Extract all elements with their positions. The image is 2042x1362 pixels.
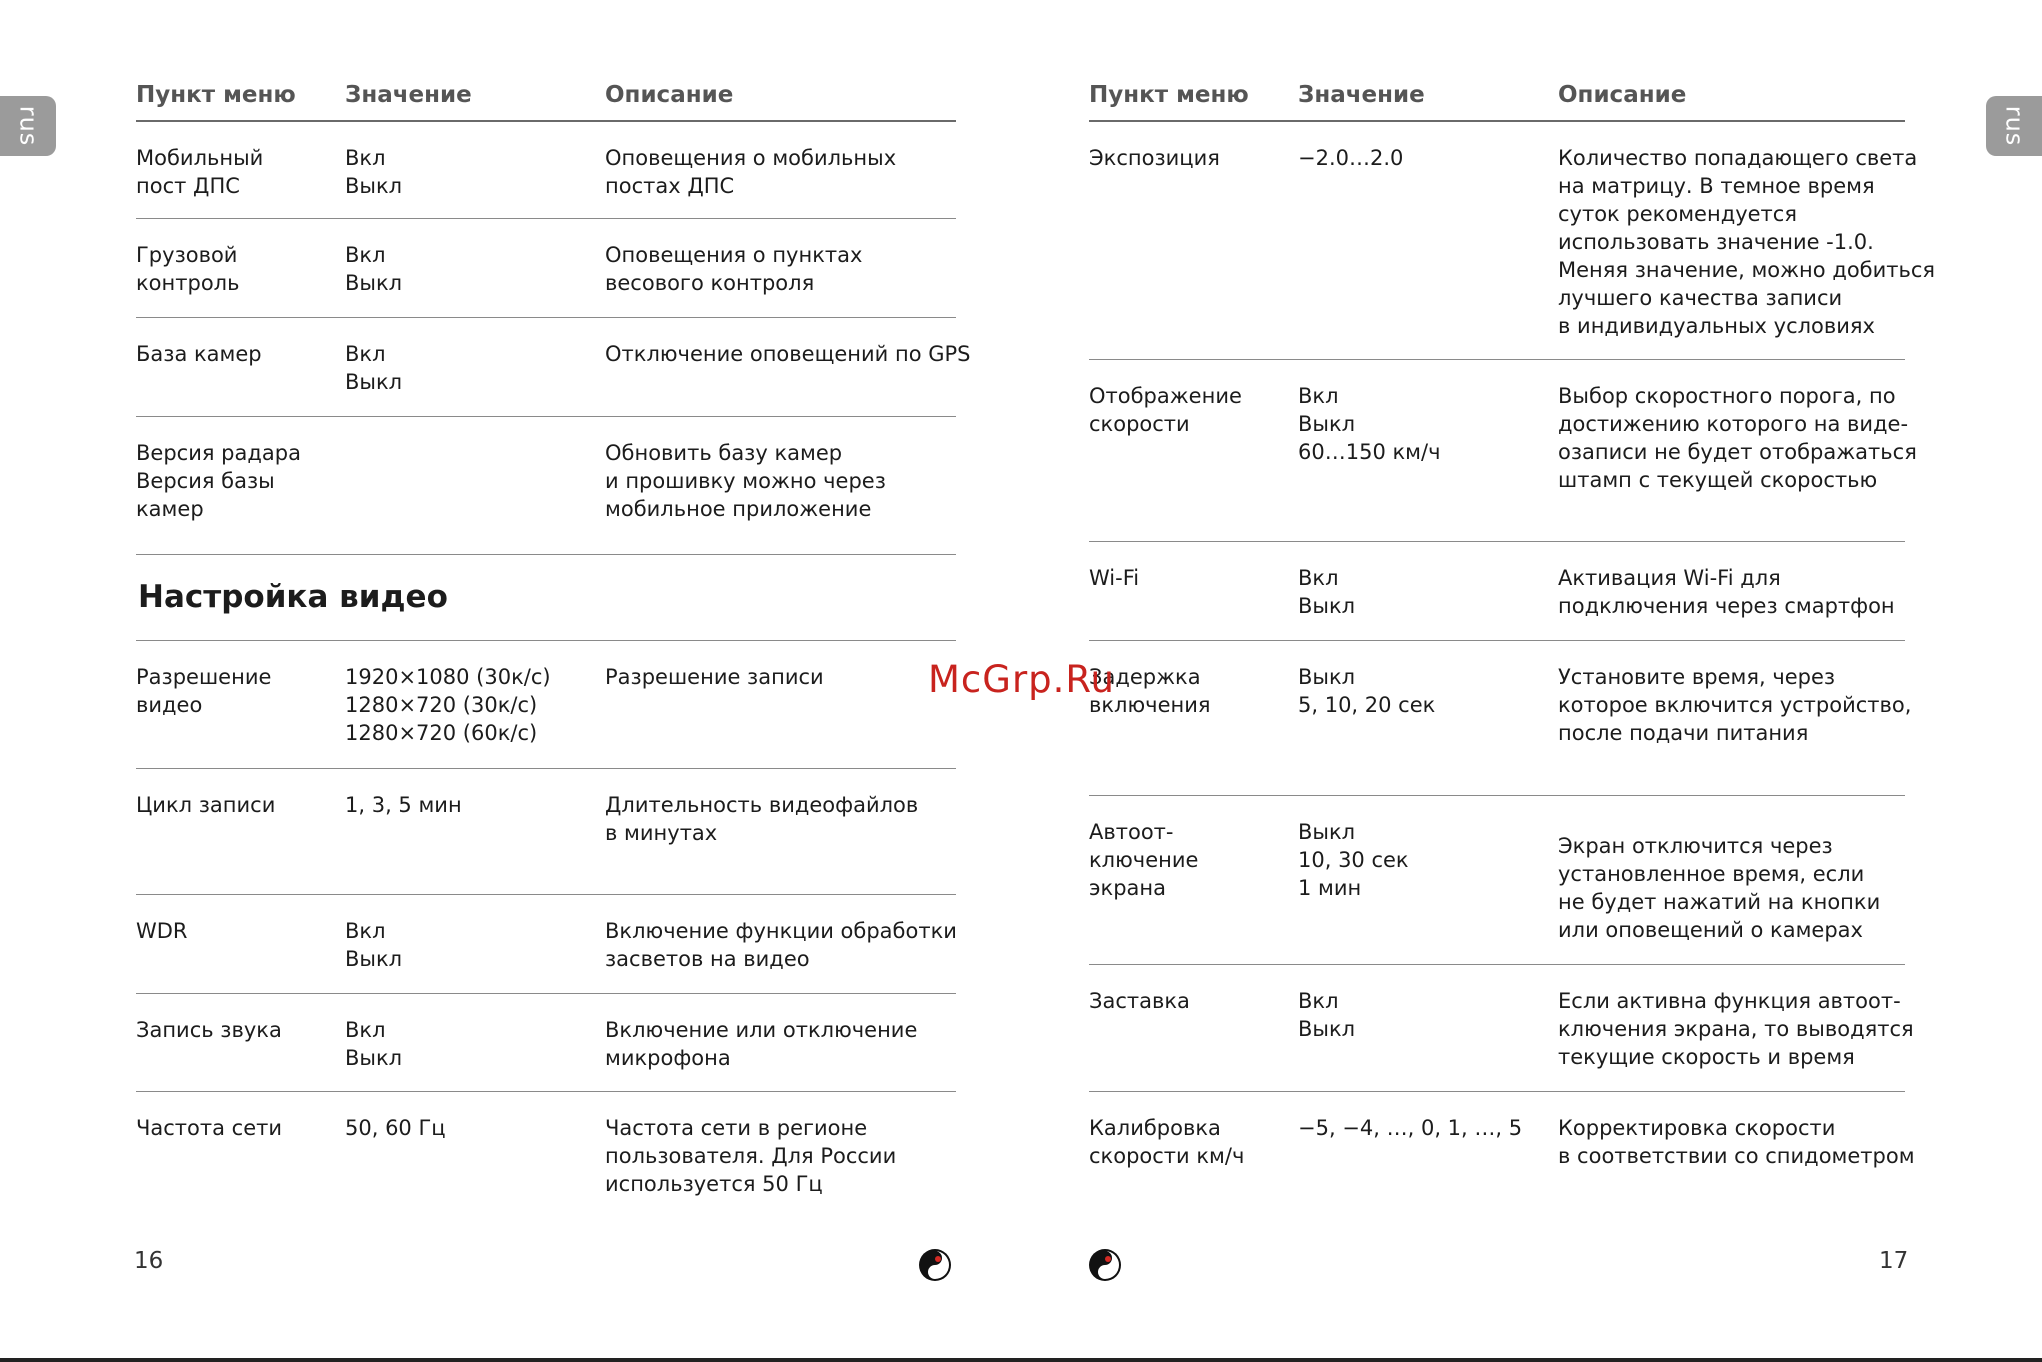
table-row xyxy=(136,318,971,417)
row-item: Цикл записи xyxy=(136,793,276,817)
row-description: Оповещения о пунктах весового контроля xyxy=(605,243,863,295)
row-description: Корректировка скорости в соответствии со спидометром xyxy=(1558,1116,1915,1168)
table-row xyxy=(136,417,956,555)
row-item: Wi-Fi xyxy=(1089,566,1140,590)
row-value: 1, 3, 5 мин xyxy=(345,793,462,817)
page-number-left: 16 xyxy=(134,1248,164,1274)
table-row xyxy=(1089,965,1914,1092)
page-number-right: 17 xyxy=(1879,1248,1909,1274)
row-value: Выкл 10, 30 сек 1 мин xyxy=(1298,820,1409,900)
table-row xyxy=(1089,1092,1915,1182)
header-item: Пункт меню xyxy=(136,82,296,108)
row-description: Оповещения о мобильных постах ДПС xyxy=(605,146,897,198)
row-value: Вкл Выкл 60…150 км/ч xyxy=(1298,384,1441,464)
row-description: Экран отключится через установленное время, если не будет нажатий на кнопки или оповещений о камерах xyxy=(1558,834,1881,942)
language-tab-left: rus xyxy=(0,96,56,156)
right-page xyxy=(1089,80,1936,1182)
brand-logo-icon xyxy=(918,1248,952,1282)
row-description: Активация Wi-Fi для подключения через смартфон xyxy=(1558,566,1895,618)
section-title: Настройка видео xyxy=(136,555,956,641)
row-value: Вкл Выкл xyxy=(345,1018,403,1070)
row-description: Количество попадающего света на матрицу. В темное время суток рекомендуется использовать значение -1.0. Меняя значение, можно добиться лучшего качества записи в индивидуальных условиях xyxy=(1558,146,1936,338)
row-item: Запись звука xyxy=(136,1018,282,1042)
table-row xyxy=(136,122,956,219)
row-item: Мобильный пост ДПС xyxy=(136,146,264,198)
row-value: Вкл Выкл xyxy=(345,919,403,971)
row-description: Выбор скоростного порога, по достижению которого на виде- озаписи не будет отображаться штамп с текущей скоростью xyxy=(1558,384,1917,492)
row-value: 1920×1080 (30к/с) 1280×720 (30к/с) 1280×720 (60к/с) xyxy=(345,665,551,745)
row-value: Вкл Выкл xyxy=(1298,566,1356,618)
row-description: Частота сети в регионе пользователя. Для России используется 50 Гц xyxy=(605,1116,897,1196)
table-row xyxy=(136,641,956,769)
row-value: −2.0…2.0 xyxy=(1298,146,1404,170)
table-row xyxy=(136,1092,956,1202)
header-description: Описание xyxy=(1558,82,1687,108)
row-item: Частота сети xyxy=(136,1116,283,1140)
language-tab-right: rus xyxy=(1986,96,2042,156)
row-item: Разрешение видео xyxy=(136,665,272,717)
row-item: Грузовой контроль xyxy=(136,243,240,295)
table-row xyxy=(136,994,956,1092)
table-row xyxy=(1089,122,1936,360)
row-item: Калибровка скорости км/ч xyxy=(1089,1116,1245,1168)
row-value: Вкл Выкл xyxy=(345,146,403,198)
header-item: Пункт меню xyxy=(1089,82,1249,108)
brand-logo-icon xyxy=(1088,1248,1122,1282)
header-description: Описание xyxy=(605,82,734,108)
row-description: Установите время, через которое включится устройство, после подачи питания xyxy=(1558,665,1912,745)
watermark: McGrp.Ru xyxy=(928,658,1115,701)
row-description: Включение функции обработки засветов на видео xyxy=(605,919,957,971)
row-item: Задержка включения xyxy=(1089,665,1211,717)
row-item: WDR xyxy=(136,919,188,943)
row-item: База камер xyxy=(136,342,262,366)
row-value: Выкл 5, 10, 20 сек xyxy=(1298,665,1436,717)
row-description: Включение или отключение микрофона xyxy=(605,1018,918,1070)
row-value: Вкл Выкл xyxy=(345,243,403,295)
row-description: Обновить базу камер и прошивку можно через мобильное приложение xyxy=(605,441,886,521)
row-item: Автоот- ключение экрана xyxy=(1089,820,1199,900)
table-row xyxy=(1089,360,1917,542)
row-value: Вкл Выкл xyxy=(1298,989,1356,1041)
row-description: Длительность видеофайлов в минутах xyxy=(605,793,919,845)
row-item: Версия радара Версия базы камер xyxy=(136,441,301,521)
row-description: Если активна функция автоот- ключения экрана, то выводятся текущие скорость и время xyxy=(1558,989,1914,1069)
row-item: Экспозиция xyxy=(1089,146,1220,170)
table-row xyxy=(136,219,956,318)
row-description: Отключение оповещений по GPS xyxy=(605,342,971,366)
row-value: 50, 60 Гц xyxy=(345,1116,446,1140)
bottom-divider xyxy=(0,1358,2042,1362)
left-page xyxy=(136,80,971,1202)
table-row xyxy=(136,769,956,895)
table-row xyxy=(1089,796,1905,965)
row-item: Отображение скорости xyxy=(1089,384,1242,436)
row-description: Разрешение записи xyxy=(605,665,824,689)
header-value: Значение xyxy=(1298,82,1425,108)
table-header xyxy=(136,80,956,122)
row-value: Вкл Выкл xyxy=(345,342,403,394)
table-row xyxy=(1089,542,1905,641)
table-row xyxy=(1089,641,1912,796)
table-row xyxy=(136,895,956,994)
table-header xyxy=(1089,80,1905,122)
row-item: Заставка xyxy=(1089,989,1190,1013)
header-value: Значение xyxy=(345,82,472,108)
row-value: −5, −4, …, 0, 1, …, 5 xyxy=(1298,1116,1523,1140)
